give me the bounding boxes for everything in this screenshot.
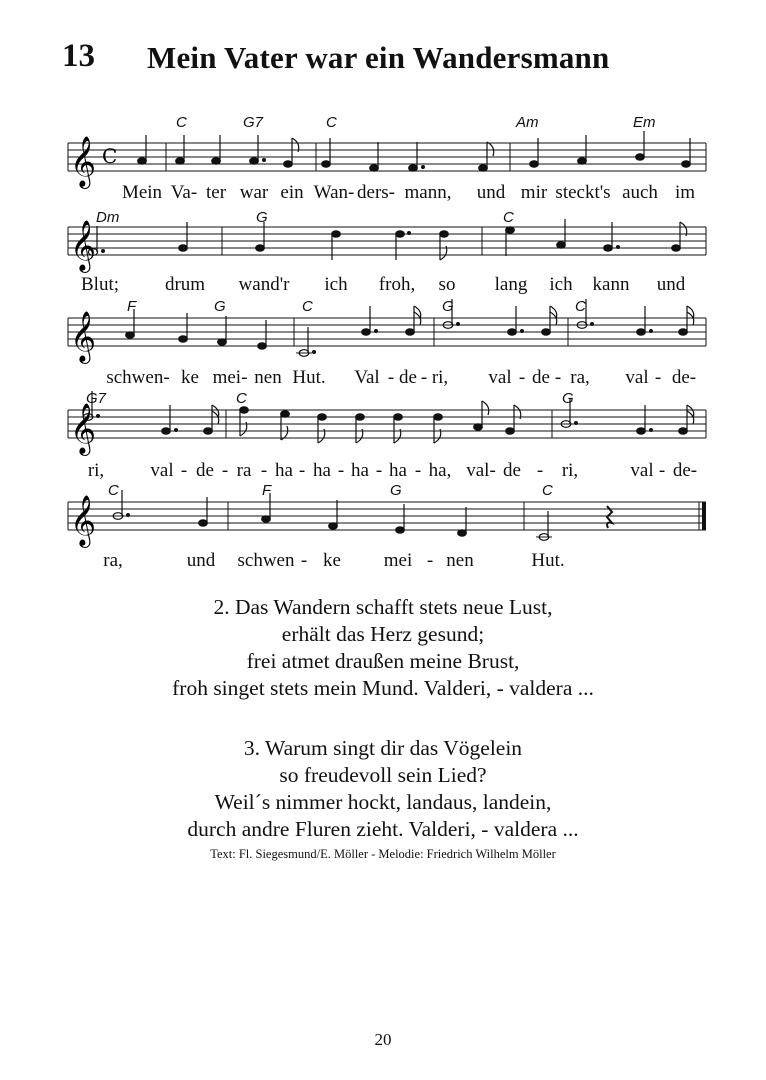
lyric: ha xyxy=(313,460,331,481)
final-barline xyxy=(702,502,706,530)
lyric: ich xyxy=(324,274,348,295)
verse-line: so freudevoll sein Lied? xyxy=(279,763,487,787)
lyric: ke xyxy=(181,367,199,388)
lyric: ter xyxy=(205,182,227,203)
chord: C xyxy=(236,390,247,407)
treble-clef-icon: 𝄞 xyxy=(70,495,97,546)
lyric: ha xyxy=(389,460,407,481)
lyric: - xyxy=(426,550,434,571)
lyric: val- xyxy=(466,460,496,481)
verse-line: frei atmet draußen meine Brust, xyxy=(246,649,520,673)
lyric: de xyxy=(503,460,521,481)
lyric: ra, xyxy=(570,367,590,388)
staff-5 xyxy=(0,482,766,602)
chord: G xyxy=(390,482,402,499)
lyric: Hut. xyxy=(531,550,565,571)
lyric: - xyxy=(387,367,395,388)
notes-3 xyxy=(126,299,694,356)
chord: G xyxy=(562,390,574,407)
lyric: val xyxy=(625,367,649,388)
lyric: ha xyxy=(351,460,369,481)
lyric: mei xyxy=(383,550,413,571)
lyric: auch xyxy=(622,182,658,203)
lyric: - xyxy=(375,460,383,481)
lyric: im xyxy=(674,182,696,203)
lyric: - xyxy=(180,460,188,481)
music-system-5 xyxy=(0,482,766,602)
lyric: ders- xyxy=(357,182,395,203)
lyric: Mein xyxy=(121,182,163,203)
chord: C xyxy=(302,298,313,315)
lyric: froh, xyxy=(378,274,416,295)
verse-line: durch andre Fluren zieht. Valderi, - valdera ... xyxy=(187,817,579,841)
lyric: ra xyxy=(236,460,252,481)
lyric: lang xyxy=(494,274,528,295)
lyric: schwen xyxy=(237,550,295,571)
chord: C xyxy=(542,482,553,499)
lyric: ke xyxy=(323,550,341,571)
song-number: 13 xyxy=(62,38,95,74)
treble-clef-icon: 𝄞 xyxy=(70,403,97,454)
lyric: ri, xyxy=(431,367,449,388)
chord: C xyxy=(108,482,119,499)
lyric: ich xyxy=(549,274,573,295)
verse-2 xyxy=(0,594,766,702)
song-title: Mein Vater war ein Wandersmann xyxy=(147,40,610,75)
lyric: ri, xyxy=(87,460,105,481)
verse-line: 3. Warum singt dir das Vögelein xyxy=(243,736,523,760)
chord: G xyxy=(442,298,454,315)
lyric: val xyxy=(630,460,654,481)
chord: Em xyxy=(633,114,656,131)
chord: F xyxy=(262,482,272,499)
treble-clef-icon: 𝄞 xyxy=(70,220,97,271)
chord: G xyxy=(214,298,226,315)
lyric: ha, xyxy=(428,460,452,481)
notes-2 xyxy=(88,219,686,260)
lyric: mei- xyxy=(212,367,248,388)
lyric: de xyxy=(532,367,550,388)
treble-clef-icon: 𝄞 xyxy=(70,136,97,187)
lyric: de- xyxy=(671,367,697,388)
lyric: - xyxy=(420,367,428,388)
lyric: mir xyxy=(520,182,548,203)
chord: G7 xyxy=(243,114,264,131)
lyric: - xyxy=(260,460,268,481)
lyric: de- xyxy=(672,460,698,481)
lyric: nen xyxy=(446,550,474,571)
treble-clef-icon: 𝄞 xyxy=(70,311,97,362)
lyric: ra, xyxy=(103,550,123,571)
verse-line: erhält das Herz gesund; xyxy=(281,622,485,646)
chord: G xyxy=(256,209,268,226)
chord: C xyxy=(176,114,187,131)
lyric: - xyxy=(518,367,526,388)
lyric: drum xyxy=(164,274,206,295)
lyric: steckt's xyxy=(555,182,611,203)
lyric: ha xyxy=(275,460,293,481)
lyric: wand'r xyxy=(238,274,290,295)
chord: F xyxy=(127,298,137,315)
lyric: nen xyxy=(254,367,282,388)
lyric: de xyxy=(399,367,417,388)
lyric: - xyxy=(300,550,308,571)
lyric: - xyxy=(221,460,229,481)
lyric: Va- xyxy=(170,182,198,203)
lyric: - xyxy=(337,460,345,481)
lyric: val xyxy=(488,367,512,388)
chord: C xyxy=(503,209,514,226)
lyric: de xyxy=(196,460,214,481)
chord: C xyxy=(575,298,586,315)
lyric: - xyxy=(414,460,422,481)
notes-5 xyxy=(113,490,612,540)
credits: Text: Fl. Siegesmund/E. Möller - Melodie: Friedrich Wilhelm Möller xyxy=(210,847,556,861)
verse-line: Weil´s nimmer hockt, landaus, landein, xyxy=(214,790,552,814)
verse-line: 2. Das Wandern schafft stets neue Lust, xyxy=(213,595,553,619)
lyric: - xyxy=(658,460,666,481)
lyric: Wan- xyxy=(313,182,355,203)
chord: Dm xyxy=(96,209,120,226)
lyric: ein xyxy=(280,182,304,203)
lyric: so xyxy=(438,274,456,295)
lyric: und xyxy=(656,274,686,295)
lyric: Hut. xyxy=(292,367,326,388)
chord: Am xyxy=(516,114,539,131)
lyric: mann, xyxy=(404,182,452,203)
lyric: schwen- xyxy=(106,367,170,388)
lyric: - xyxy=(298,460,306,481)
time-signature: C xyxy=(102,144,118,168)
verse-3 xyxy=(0,735,766,843)
page-number: 20 xyxy=(374,1030,392,1049)
lyric: kann xyxy=(592,274,630,295)
lyric: Blut; xyxy=(80,274,120,295)
lyric: und xyxy=(186,550,216,571)
lyric: val xyxy=(150,460,174,481)
lyric: und xyxy=(476,182,506,203)
chord: G7 xyxy=(86,390,107,407)
lyric: - xyxy=(554,367,562,388)
notes-1 xyxy=(138,131,691,171)
chord: C xyxy=(326,114,337,131)
lyric: - xyxy=(536,460,544,481)
lyric: war xyxy=(239,182,269,203)
verse-line: froh singet stets mein Mund. Valderi, - valdera ... xyxy=(172,676,594,700)
lyric: ri, xyxy=(561,460,579,481)
lyric: Val xyxy=(354,367,380,388)
lyric: - xyxy=(654,367,662,388)
